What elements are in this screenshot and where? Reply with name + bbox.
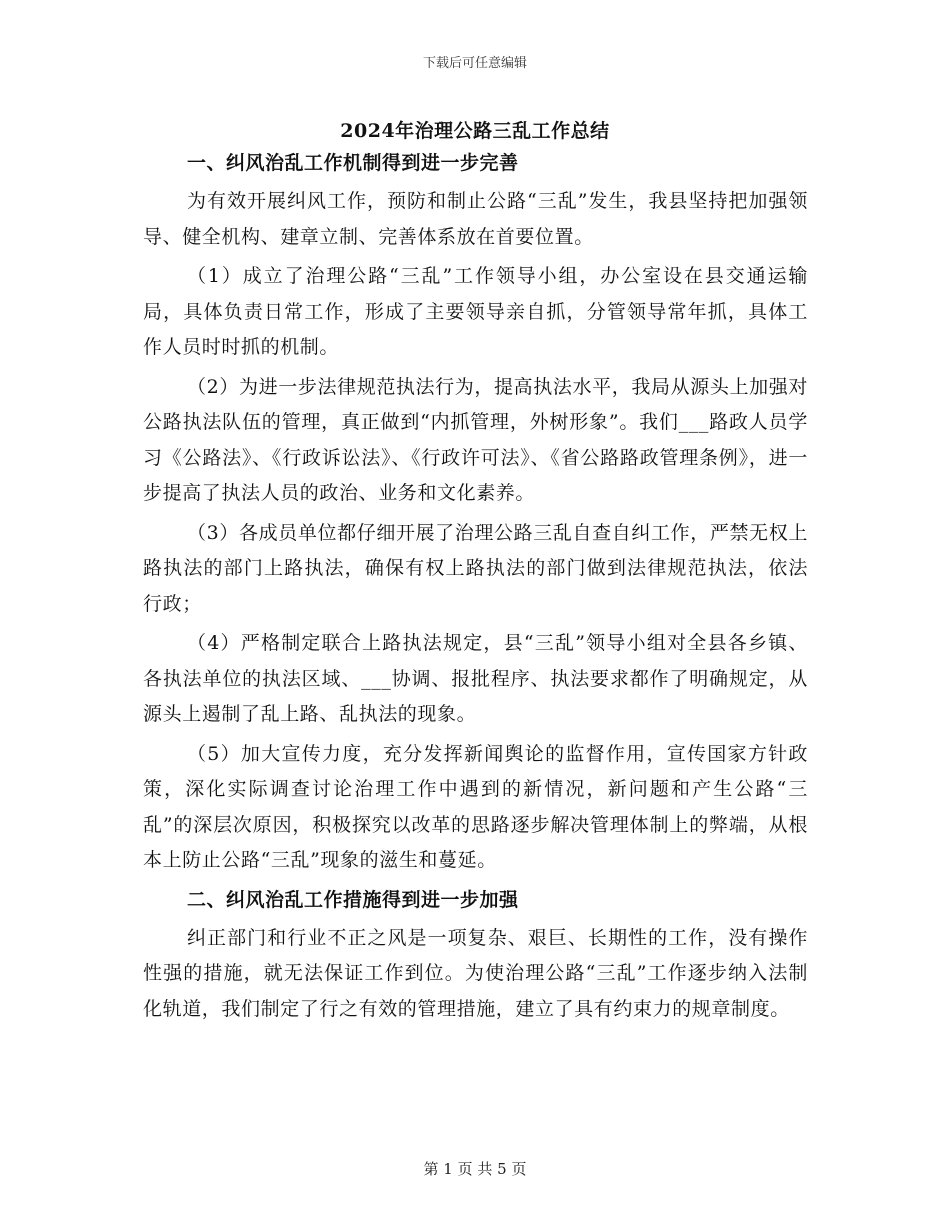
section-heading-2: 二、纠风治乱工作措施得到进一步加强 [187, 888, 519, 911]
paragraph-item-2: （2）为进一步法律规范执法行为，提高执法水平，我局从源头上加强对公路执法队伍的管理，真正做到“内抓管理，外树形象”。我们___路政人员学习《公路法》、《行政诉讼法》、《行政许可法》、《省公路路政管理条例》，进一步提高了执法人员的政治、业务和文化素养。 [143, 375, 808, 504]
document-body [143, 146, 808, 1031]
document-title: 2024年治理公路三乱工作总结 [340, 120, 610, 142]
section-heading-1: 一、纠风治乱工作机制得到进一步完善 [187, 152, 519, 174]
page-number-footer: 第 1 页 共 5 页 [423, 1160, 527, 1178]
paragraph-item-5: （5）加大宣传力度，充分发挥新闻舆论的监督作用，宣传国家方针政策，深化实际调查讨论治理工作中遇到的新情况，新问题和产生公路“三乱”的深层次原因，积极探究以改革的思路逐步解决管理体制上的弊端，从根本上防止公路“三乱”现象的滋生和蔓延。 [143, 742, 808, 871]
paragraph-intro: 为有效开展纠风工作，预防和制止公路“三乱”发生，我县坚持把加强领导、健全机构、建章立制、完善体系放在首要位置。 [143, 190, 808, 248]
paragraph-item-4: （4）严格制定联合上路执法规定，县“三乱”领导小组对全县各乡镇、各执法单位的执法区域、___协调、报批程序、执法要求都作了明确规定，从源头上遏制了乱上路、乱执法的现象。 [143, 632, 808, 725]
page-header-note: 下载后可任意编辑 [422, 56, 527, 71]
paragraph-item-3: （3）各成员单位都仔细开展了治理公路三乱自查自纠工作，严禁无权上路执法的部门上路执法，确保有权上路执法的部门做到法律规范执法，依法行政； [143, 521, 808, 615]
paragraph-section2-intro: 纠正部门和行业不正之风是一项复杂、艰巨、长期性的工作，没有操作性强的措施，就无法保证工作到位。为使治理公路“三乱”工作逐步纳入法制化轨道，我们制定了行之有效的管理措施，建立了具有约束力的规章制度。 [143, 926, 808, 1020]
paragraph-item-1: （1）成立了治理公路“三乱”工作领导小组，办公室设在县交通运输局，具体负责日常工作，形成了主要领导亲自抓，分管领导常年抓，具体工作人员时时抓的机制。 [143, 265, 808, 358]
